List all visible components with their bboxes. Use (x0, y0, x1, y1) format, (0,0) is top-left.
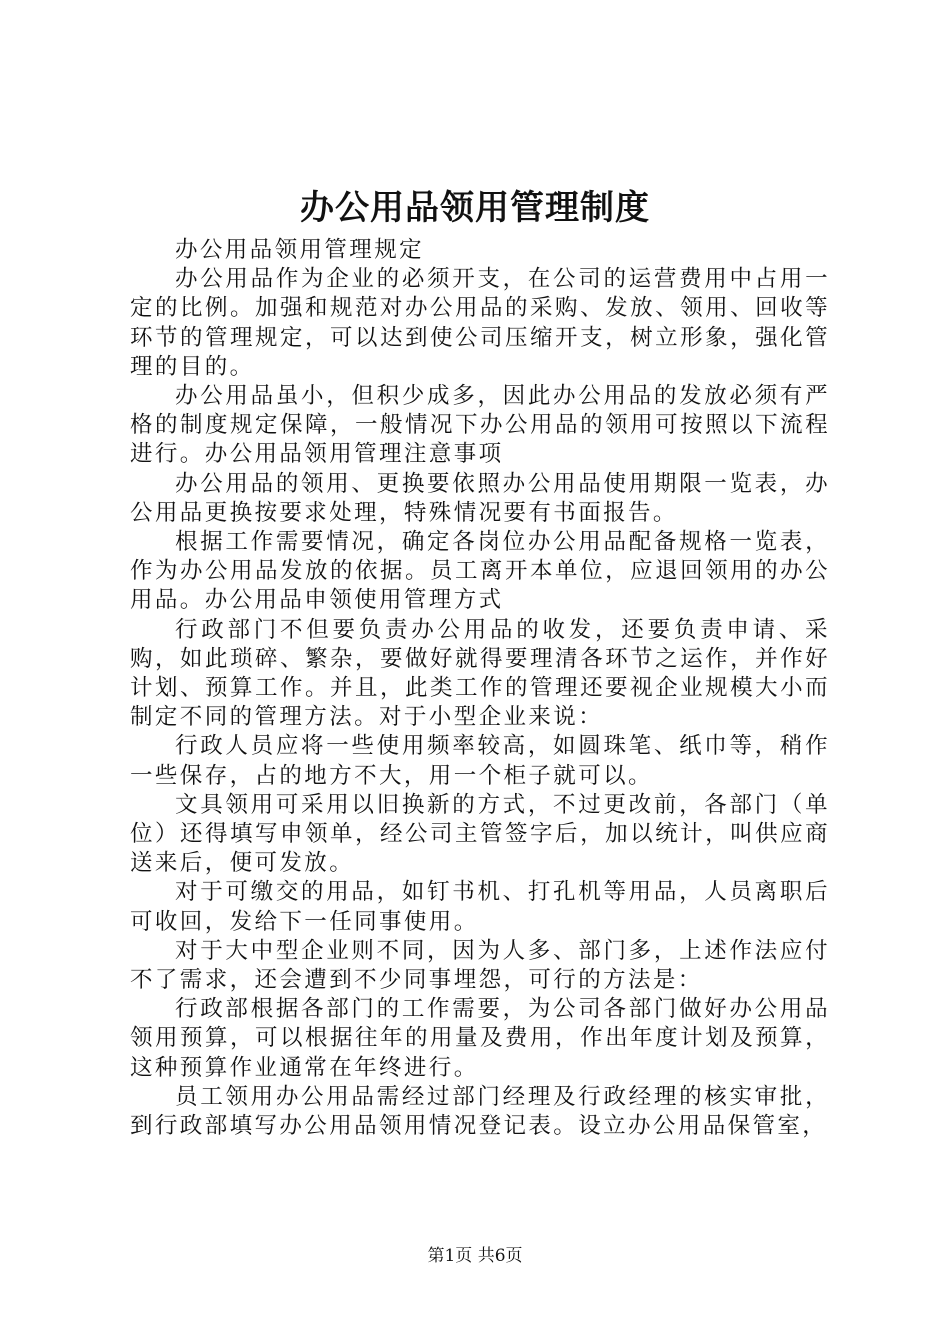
paragraph: 行政人员应将一些使用频率较高，如圆珠笔、纸巾等，稍作一些保存，占的地方不大，用一个柜子就可以。 (130, 733, 830, 789)
paragraph: 对于可缴交的用品，如钉书机、打孔机等用品，人员离职后可收回，发给下一任同事使用。 (130, 879, 830, 935)
document-title: 办公用品领用管理制度 (300, 188, 650, 228)
paragraph: 行政部门不但要负责办公用品的收发，还要负责申请、采购，如此琐碎、繁杂，要做好就得要理清各环节之运作，并作好计划、预算工作。并且，此类工作的管理还要视企业规模大小而制定不同的管理方法。对于小型企业来说： (130, 616, 830, 731)
paragraph: 对于大中型企业则不同，因为人多、部门多，上述作法应付不了需求，还会遭到不少同事埋怨，可行的方法是： (130, 937, 830, 994)
document-body (130, 236, 830, 1141)
paragraph: 行政部根据各部门的工作需要，为公司各部门做好办公用品领用预算，可以根据往年的用量及费用，作出年度计划及预算，这种预算作业通常在年终进行。 (130, 996, 830, 1081)
paragraph: 文具领用可采用以旧换新的方式，不过更改前，各部门（单位）还得填写申领单，经公司主管签字后，加以统计，叫供应商送来后，便可发放。 (130, 791, 830, 877)
paragraph: 员工领用办公用品需经过部门经理及行政经理的核实审批，到行政部填写办公用品领用情况登记表。设立办公用品保管室， (130, 1083, 830, 1140)
page-number-footer: 第1页 共6页 (427, 1246, 523, 1266)
paragraph: 办公用品虽小，但积少成多，因此办公用品的发放必须有严格的制度规定保障，一般情况下办公用品的领用可按照以下流程进行。办公用品领用管理注意事项 (130, 383, 830, 468)
paragraph: 办公用品的领用、更换要依照办公用品使用期限一览表，办公用品更换按要求处理，特殊情况要有书面报告。 (130, 470, 830, 526)
paragraph: 根据工作需要情况，确定各岗位办公用品配备规格一览表，作为办公用品发放的依据。员工离开本单位，应退回领用的办公用品。办公用品申领使用管理方式 (130, 529, 830, 614)
paragraph: 办公用品作为企业的必须开支，在公司的运营费用中占用一定的比例。加强和规范对办公用品的采购、发放、领用、回收等环节的管理规定，可以达到使公司压缩开支，树立形象，强化管理的目的。 (130, 266, 830, 380)
paragraph: 办公用品领用管理规定 (175, 237, 425, 263)
